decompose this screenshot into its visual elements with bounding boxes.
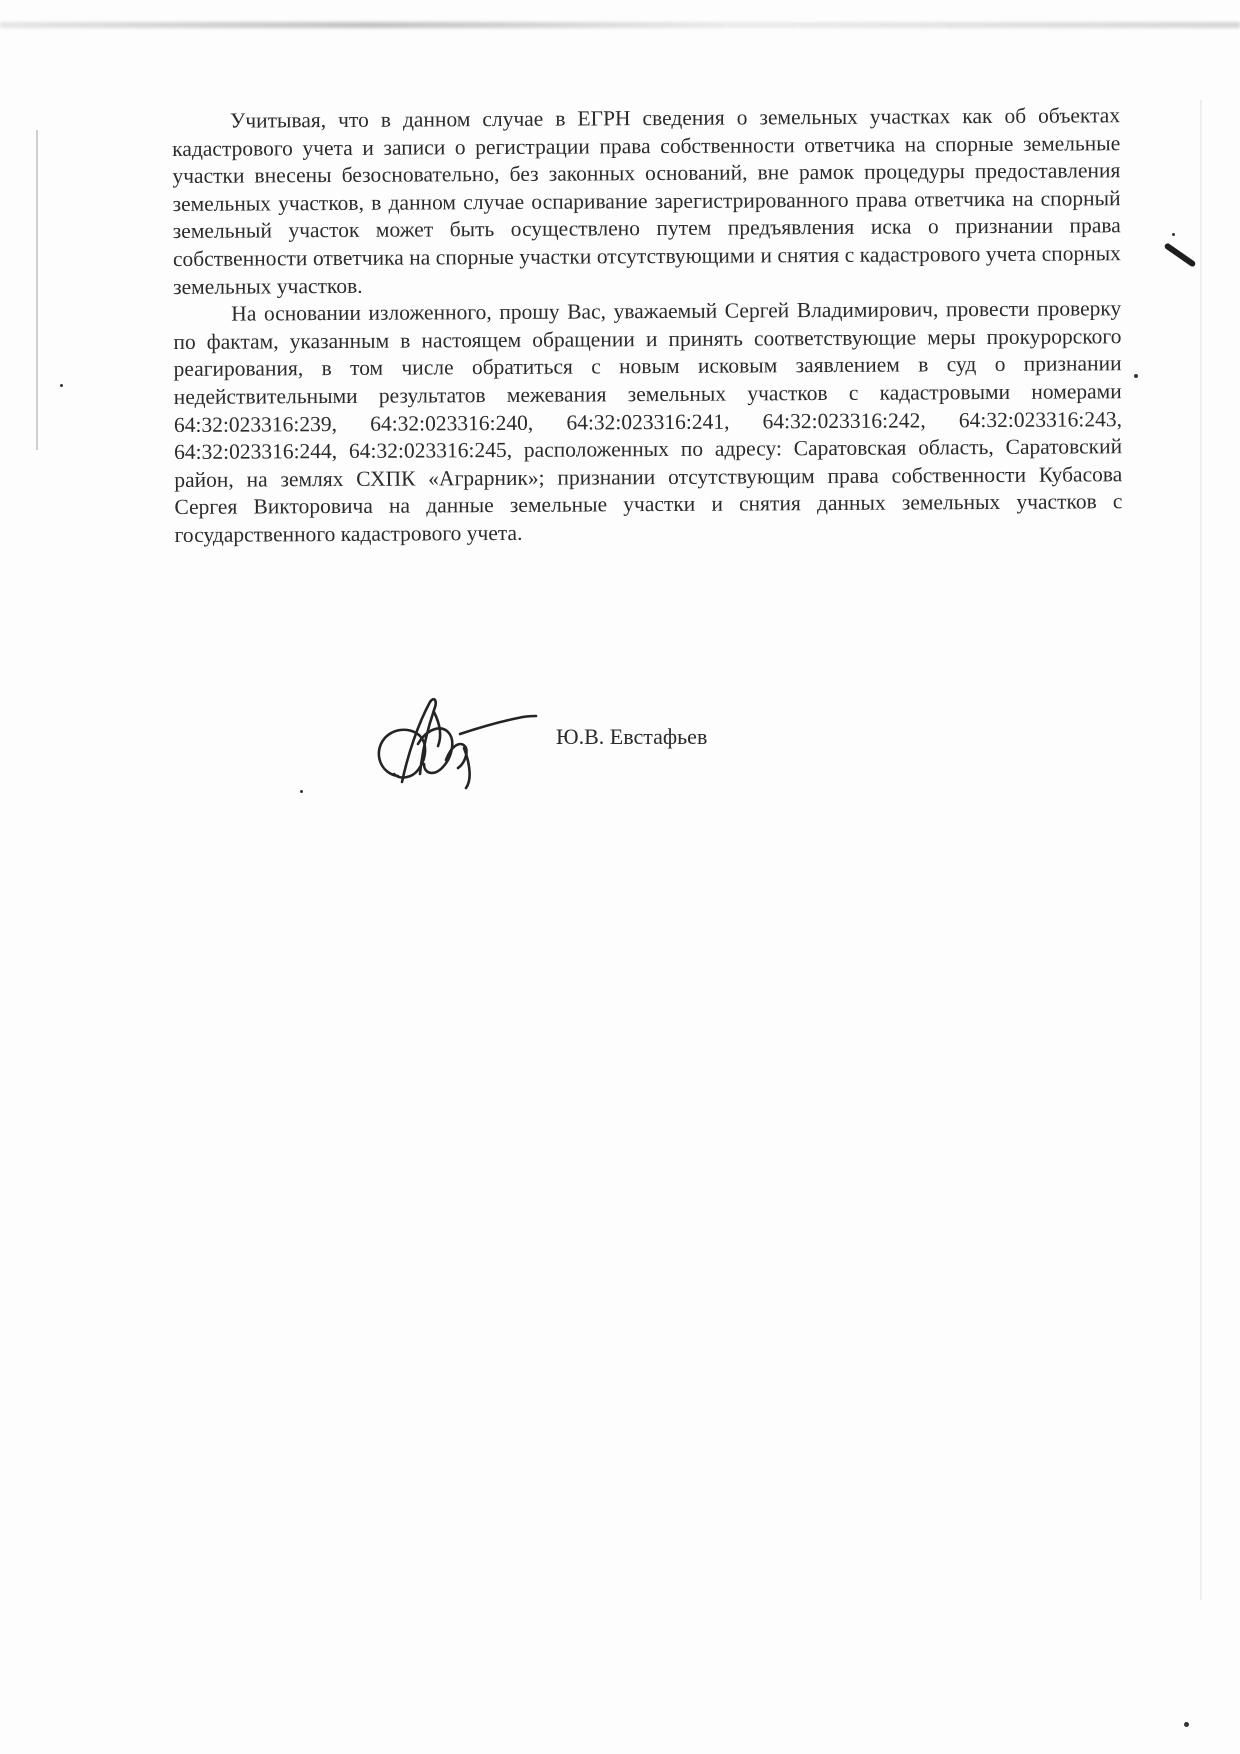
scan-speck — [1184, 1722, 1189, 1727]
signer-name: Ю.В. Евстафьев — [556, 724, 708, 749]
scan-top-edge — [0, 22, 1240, 28]
scan-speck — [1134, 374, 1138, 378]
paragraph-egrn-registration: Учитывая, что в данном случае в ЕГРН сведения о земельных участках как об объектах кадастрового учета и записи о регистрации права собственности ответчика на спорные земельные участки внесены безосновательно, без законных оснований, вне рамок процедуры предоставления земельных участков, в данном случае оспаривание зарегистрированного права ответчика на спорный земельный участок может быть осуществлено путем предъявления иска о признании права собственности ответчика на спорные участки отсутствующими и снятия с кадастрового учета спорных земельных участков. — [172, 103, 1121, 299]
signature-block — [368, 694, 728, 790]
pen-stroke-mark — [1164, 242, 1197, 268]
paragraph-request: На основании изложенного, прошу Вас, уважаемый Сергей Владимирович, провести проверку по фактам, указанным в настоящем обращении и принять соответствующие меры прокурорского реагирования, в том числе обратиться с новым исковым заявлением в суд о признании недействительными результатов межевания земельных участков с кадастровыми номерами 64:32:023316:239, 64:32:023316:240, 64:32:023316:241, 64:32:023316:242, 64:32:023316:243, 64:32:023316:244, 64:32:023316:245, расположенных по адресу: Саратовская область, Саратовский район, на землях СХПК «Аграрник»; признании отсутствующим права собственности Кубасова Сергея Викторовича на данные земельные участки и снятия данных земельных участков с государственного кадастрового учета. — [173, 296, 1123, 547]
letter-body — [172, 102, 1123, 549]
handwritten-signature — [368, 694, 538, 790]
scan-right-margin-mark — [1200, 100, 1202, 1600]
scan-speck — [1172, 233, 1175, 236]
scan-speck — [300, 790, 303, 793]
scan-speck — [60, 384, 63, 387]
scan-left-margin-mark — [36, 130, 38, 450]
